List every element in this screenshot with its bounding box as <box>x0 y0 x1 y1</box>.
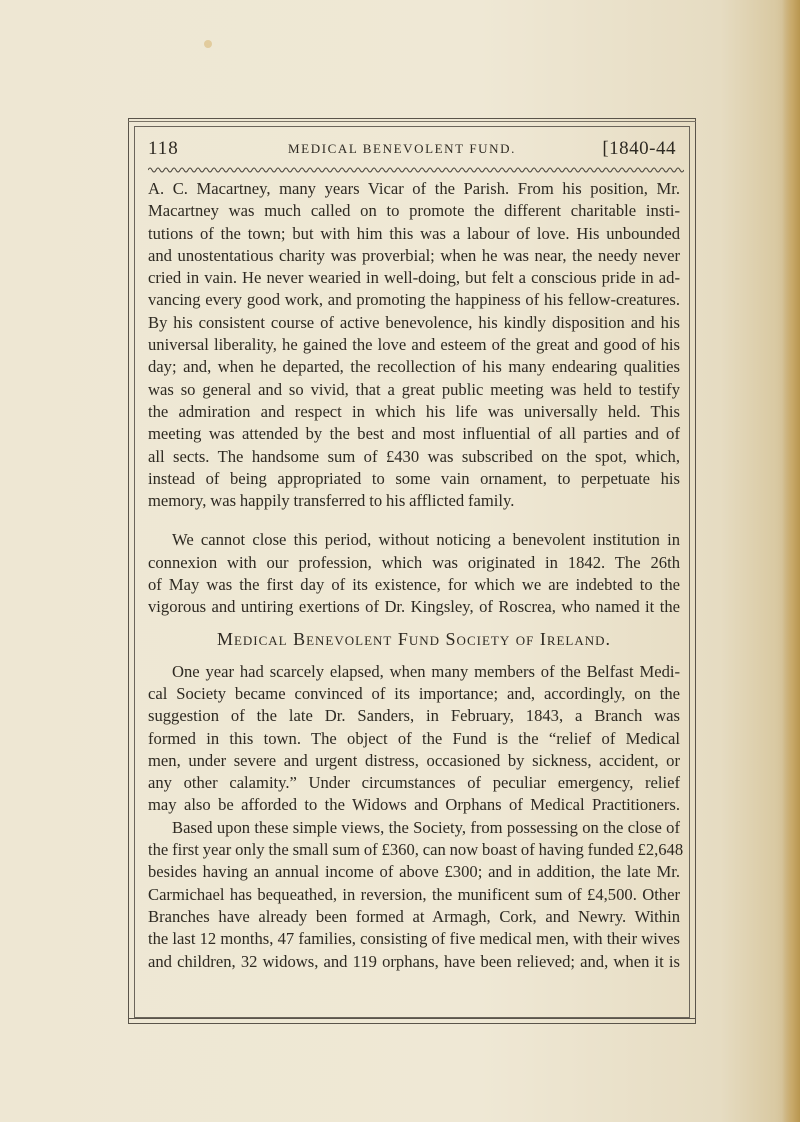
text-line: was so general and so vivid, that a great public meeting was held to testify <box>148 379 680 399</box>
text-line: all sects. The handsome sum of £430 was subscribed on the spot, which, <box>148 446 680 466</box>
page-border-bottom <box>128 1018 696 1024</box>
text-line: may also be afforded to the Widows and Orphans of Medical Practitioners. <box>148 795 680 815</box>
paragraph-belfast-branch <box>148 661 684 973</box>
text-line: connexion with our profession, which was originated in 1842. The 26th <box>148 552 680 572</box>
text-line: meeting was attended by the best and most influential of all parties and of <box>148 424 680 444</box>
text-line: suggestion of the late Dr. Sanders, in February, 1843, a Branch was <box>148 706 680 726</box>
text-line: the last 12 months, 47 families, consisting of five medical men, with their wives <box>148 929 680 949</box>
body-text <box>148 178 684 973</box>
page-edge-shadow <box>782 0 800 1122</box>
page-number: 118 <box>148 138 179 159</box>
text-line: One year had scarcely elapsed, when many members of the Belfast Medi- <box>172 661 680 681</box>
date-range: [1840-44 <box>602 138 676 159</box>
text-line: Based upon these simple views, the Society, from possessing on the close of <box>172 817 680 837</box>
running-title: MEDICAL BENEVOLENT FUND. <box>288 141 516 156</box>
running-head <box>148 138 678 164</box>
text-line: memory, was happily transferred to his afflicted family. <box>148 491 515 511</box>
text-line: tutions of the town; but with him this was a labour of love. His unbounded <box>148 223 680 243</box>
text-line: universal liberality, he gained the love and esteem of the great and good of his <box>148 335 680 355</box>
text-line: cried in vain. He never wearied in well-doing, but felt a conscious pride in ad- <box>148 268 680 288</box>
paper-stain <box>204 40 212 48</box>
page-border-top-rule <box>128 121 696 122</box>
paragraph-benevolent-institution <box>148 529 680 618</box>
text-line: the admiration and respect in which his life was universally held. This <box>148 401 680 421</box>
text-line: and unostentatious charity was proverbial; when he was near, the needy never <box>148 245 680 265</box>
text-line: Macartney was much called on to promote the different charitable insti- <box>148 201 680 221</box>
text-line: formed in this town. The object of the Fund is the “relief of Medical <box>148 728 680 748</box>
section-heading: Medical Benevolent Fund Society of Ireland. <box>216 628 612 649</box>
text-line: instead of being appropriated to some vain ornament, to perpetuate his <box>148 468 680 488</box>
paragraph-spacer <box>148 512 680 529</box>
text-line: any other calamity.” Under circumstances of peculiar emergency, relief <box>148 773 680 793</box>
text-line: and children, 32 widows, and 119 orphans, have been relieved; and, when it is <box>148 951 680 971</box>
text-line: We cannot close this period, without noticing a benevolent institution in <box>172 530 680 550</box>
text-line: day; and, when he departed, the recollection of his many endearing qualities <box>148 357 680 377</box>
text-line: A. C. Macartney, many years Vicar of the Parish. From his position, Mr. <box>148 179 680 198</box>
text-line: besides having an annual income of above £300; and in addition, the late Mr. <box>148 862 680 882</box>
wavy-rule-divider <box>148 166 684 174</box>
text-line: cal Society became convinced of its importance; and, accordingly, on the <box>148 683 680 703</box>
text-line: By his consistent course of active benevolence, his kindly disposition and his <box>148 312 680 332</box>
text-line: vigorous and untiring exertions of Dr. Kingsley, of Roscrea, who named it the <box>148 597 680 617</box>
text-line: of May was the first day of its existence, for which we are indebted to the <box>148 575 680 595</box>
text-line: Branches have already been formed at Armagh, Cork, and Newry. Within <box>148 906 680 926</box>
text-line: Carmichael has bequeathed, in reversion, the munificent sum of £4,500. Other <box>148 884 680 904</box>
text-line: the first year only the small sum of £360, can now boast of having funded £2,648 <box>148 840 684 860</box>
text-line: men, under severe and urgent distress, occasioned by sickness, accident, or <box>148 750 680 770</box>
text-line: vancing every good work, and promoting the happiness of his fellow-creatures. <box>148 290 680 310</box>
paragraph-macartney <box>148 178 680 512</box>
